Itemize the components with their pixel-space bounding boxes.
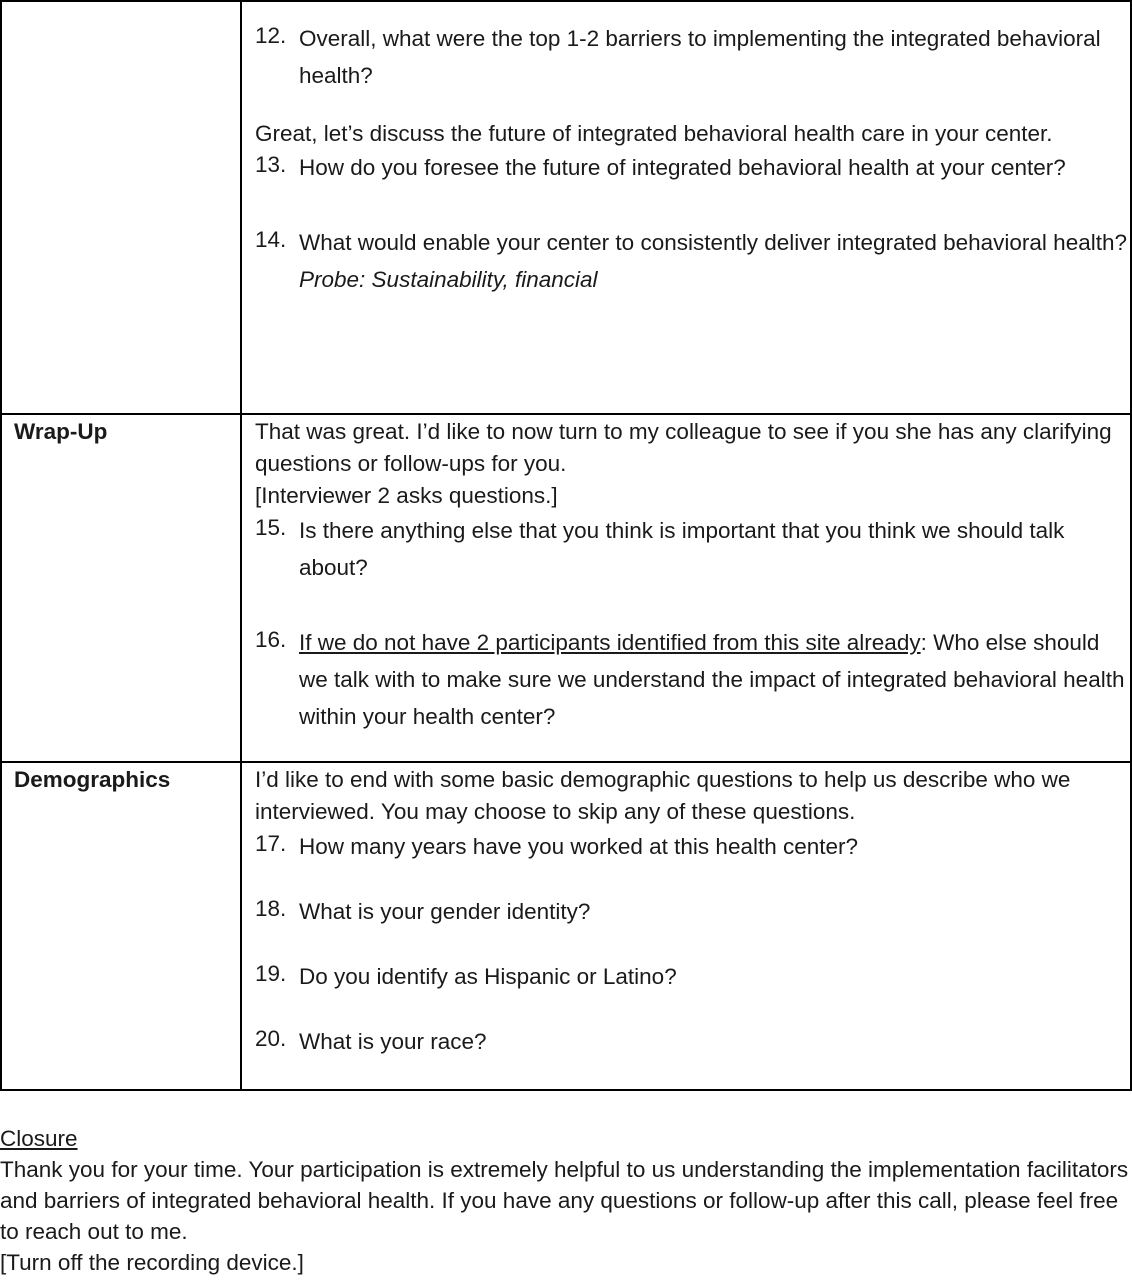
section-intro: That was great. I’d like to now turn to my colleague to see if you she has any clarifying questions or follow-ups for you. [255, 419, 1112, 476]
section-label: Demographics [1, 762, 241, 1090]
closure-text: Thank you for your time. Your participation is extremely helpful to us understanding the implementation facilitators and barriers of integrated behavioral health. If you have any questions or follow-up after this call, please feel free to reach out to me. [0, 1157, 1129, 1244]
question-text: : Who else should we talk with to make sure we understand the impact of integrated behavioral health within your health center? [299, 630, 1125, 729]
question-item [255, 1023, 1128, 1060]
question-number: 14. [255, 227, 287, 252]
question-item [255, 624, 1128, 735]
question-number: 15. [255, 515, 287, 540]
question-text: What is your race? [299, 1029, 487, 1054]
question-number: 13. [255, 152, 287, 177]
question-item [255, 893, 1128, 930]
question-text: Do you identify as Hispanic or Latino? [299, 964, 677, 989]
question-number: 17. [255, 831, 287, 856]
question-number: 19. [255, 961, 287, 986]
question-item [255, 20, 1128, 94]
question-number: 12. [255, 23, 287, 48]
question-item [255, 224, 1128, 298]
table-row [1, 762, 1131, 1090]
section-content [241, 414, 1131, 762]
closure-section [0, 1123, 1132, 1278]
section-label: Wrap-Up [1, 414, 241, 762]
question-number: 18. [255, 896, 287, 921]
question-number: 16. [255, 627, 287, 652]
section-intro: I’d like to end with some basic demographic questions to help us describe who we interviewed. You may choose to skip any of these questions. [255, 767, 1071, 824]
table-row [1, 1, 1131, 414]
probe-text: Probe: Sustainability, financial [299, 267, 598, 292]
question-text: Overall, what were the top 1-2 barriers to implementing the integrated behavioral health? [299, 26, 1101, 88]
section-content [241, 1, 1131, 414]
interviewer-note: [Interviewer 2 asks questions.] [255, 483, 558, 508]
question-item [255, 958, 1128, 995]
question-text: What is your gender identity? [299, 899, 591, 924]
transition-text: Great, let’s discuss the future of integrated behavioral health care in your center. [255, 121, 1053, 146]
section-label [1, 1, 241, 414]
closure-heading: Closure [0, 1126, 78, 1151]
question-text: How many years have you worked at this health center? [299, 834, 859, 859]
closure-note: [Turn off the recording device.] [0, 1250, 304, 1275]
question-text: Is there anything else that you think is important that you think we should talk about? [299, 518, 1065, 580]
section-content [241, 762, 1131, 1090]
condition-text: If we do not have 2 participants identified from this site already [299, 630, 921, 655]
question-text: How do you foresee the future of integrated behavioral health at your center? [299, 155, 1066, 180]
question-item [255, 512, 1128, 586]
question-text: What would enable your center to consistently deliver integrated behavioral health? [299, 230, 1127, 255]
question-item [255, 149, 1128, 186]
table-row [1, 414, 1131, 762]
question-number: 20. [255, 1026, 287, 1051]
question-item [255, 828, 1128, 865]
